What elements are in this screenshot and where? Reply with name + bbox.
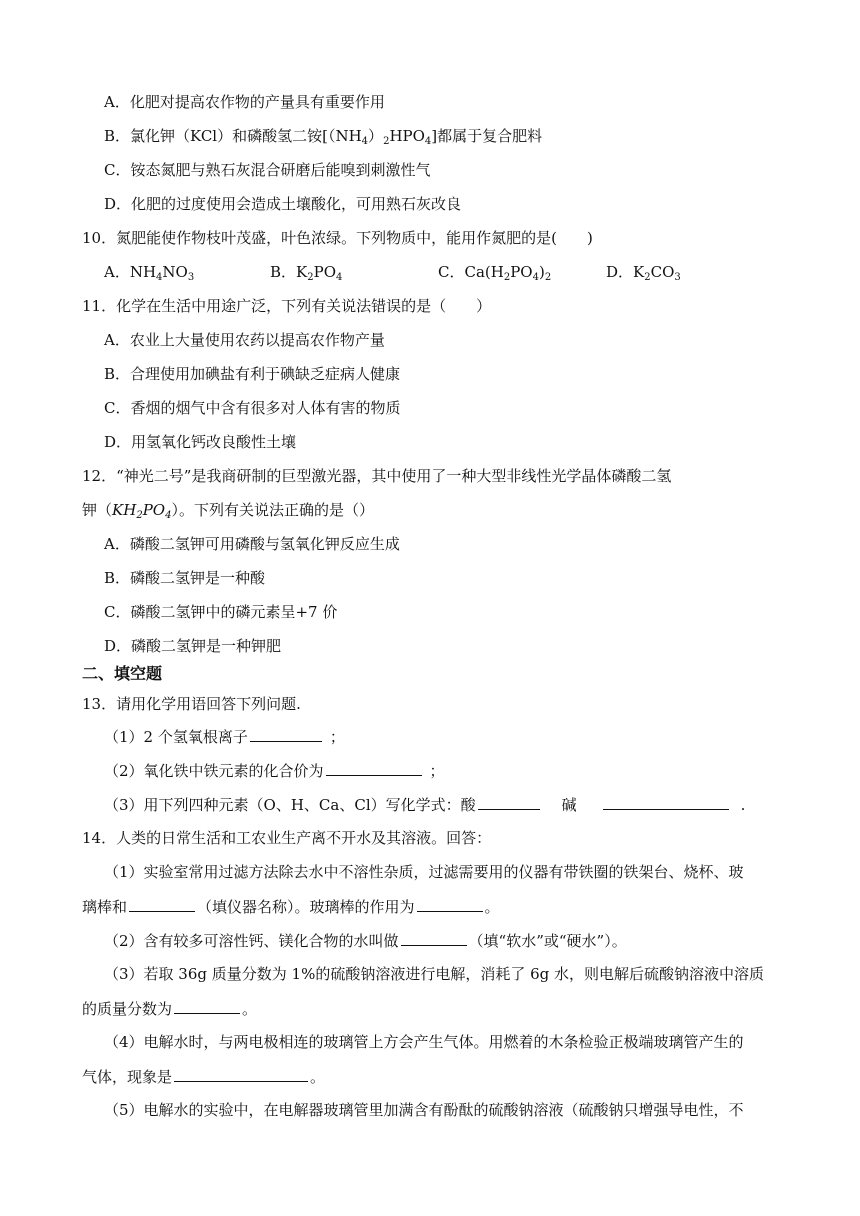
answer-blank[interactable] bbox=[129, 896, 195, 912]
answer-blank[interactable] bbox=[250, 726, 322, 742]
q10-option-d: D．$K_2CO_3$ bbox=[606, 263, 681, 283]
answer-blank[interactable] bbox=[417, 896, 483, 912]
q10-option-c: C．$Ca(H_2PO_4)_2$ bbox=[438, 263, 552, 283]
section-heading-fill-in: 二、填空题 bbox=[82, 664, 163, 683]
q14-part5-line1: （5）电解水的实验中，在电解器玻璃管里加满含有酚酞的硫酸钠溶液（硫酸钠只增强导电性，不 bbox=[104, 1101, 744, 1119]
q13-stem: 13．请用化学用语回答下列问题. bbox=[82, 695, 301, 713]
answer-blank[interactable] bbox=[174, 998, 240, 1014]
answer-blank[interactable] bbox=[326, 760, 422, 776]
q9-option-a: A．化肥对提高农作物的产量具有重要作用 bbox=[104, 93, 385, 111]
q12-stem-line1: 12．“神光二号”是我商研制的巨型激光器，其中使用了一种大型非线性光学晶体磷酸二氢 bbox=[82, 467, 672, 485]
q11-option-b: B．合理使用加碘盐有利于碘缺乏症病人健康 bbox=[104, 365, 401, 383]
q12-option-c: C．磷酸二氢钾中的磷元素呈+7 价 bbox=[104, 603, 338, 621]
q10-option-a: A．$NH_4NO_3$ bbox=[104, 263, 195, 283]
q10-options-row bbox=[104, 262, 724, 282]
q14-part1-line2: 璃棒和 （填仪器名称）。玻璃棒的作用为 。 bbox=[82, 898, 500, 916]
q11-stem: 11．化学在生活中用途广泛，下列有关说法错误的是（ ） bbox=[82, 297, 492, 315]
q11-option-c: C．香烟的烟气中含有很多对人体有害的物质 bbox=[104, 399, 401, 417]
q14-part4-line1: （4）电解水时，与两电极相连的玻璃管上方会产生气体。用燃着的木条检验正极端玻璃管产生的 bbox=[104, 1033, 744, 1051]
kh2po4-formula: $KH_2PO_4$ bbox=[112, 501, 172, 521]
answer-blank-acid[interactable] bbox=[478, 794, 540, 810]
q14-part3-line2: 的质量分数为 。 bbox=[82, 1000, 258, 1018]
q14-part4-line2: 气体，现象是 。 bbox=[82, 1068, 326, 1086]
q10-stem: 10．氮肥能使作物枝叶茂盛，叶色浓绿。下列物质中，能用作氮肥的是( ) bbox=[82, 229, 593, 247]
q9-option-c: C．铵态氮肥与熟石灰混合研磨后能嗅到刺激性气 bbox=[104, 161, 431, 179]
q14-part1-line1: （1）实验室常用过滤方法除去水中不溶性杂质，过滤需要用的仪器有带铁圈的铁架台、烧杯、玻 bbox=[104, 863, 744, 881]
q12-option-a: A．磷酸二氢钾可用磷酸与氢氧化钾反应生成 bbox=[104, 535, 400, 553]
q13-part2: （2）氧化铁中铁元素的化合价为 ； bbox=[104, 762, 445, 780]
answer-blank-base[interactable] bbox=[603, 794, 729, 810]
q12-option-d: D．磷酸二氢钾是一种钾肥 bbox=[104, 637, 282, 655]
answer-blank[interactable] bbox=[174, 1066, 308, 1082]
q14-stem: 14．人类的日常生活和工农业生产离不开水及其溶液。回答： bbox=[82, 829, 492, 847]
q10-option-b: B．$K_2PO_4$ bbox=[270, 263, 343, 283]
q14-part2: （2）含有较多可溶性钙、镁化合物的水叫做 （填“软水”或“硬水”）。 bbox=[104, 932, 627, 950]
q13-part1: （1）2 个氢氧根离子 ； bbox=[104, 728, 345, 746]
q11-option-d: D．用氢氧化钙改良酸性土壤 bbox=[104, 433, 297, 451]
q9-option-b: B．氯化钾（KCl）和磷酸氢二铵$[(NH_4)_2HPO_4]$都属于复合肥料 bbox=[104, 127, 543, 147]
q14-part3-line1: （3）若取 36g 质量分数为 1%的硫酸钠溶液进行电解，消耗了 6g 水，则电解后硫酸钠溶液中溶质 bbox=[104, 965, 765, 983]
answer-blank[interactable] bbox=[401, 930, 467, 946]
q12-stem-line2: 钾$(KH_2PO_4)$。下列有关说法正确的是（） bbox=[82, 501, 374, 521]
q12-option-b: B．磷酸二氢钾是一种酸 bbox=[104, 569, 266, 587]
q11-option-a: A．农业上大量使用农药以提高农作物产量 bbox=[104, 331, 385, 349]
q13-part3: （3）用下列四种元素（O、H、Ca、Cl）写化学式：酸 碱 . bbox=[104, 796, 746, 814]
q9-option-d: D．化肥的过度使用会造成土壤酸化，可用熟石灰改良 bbox=[104, 195, 462, 213]
